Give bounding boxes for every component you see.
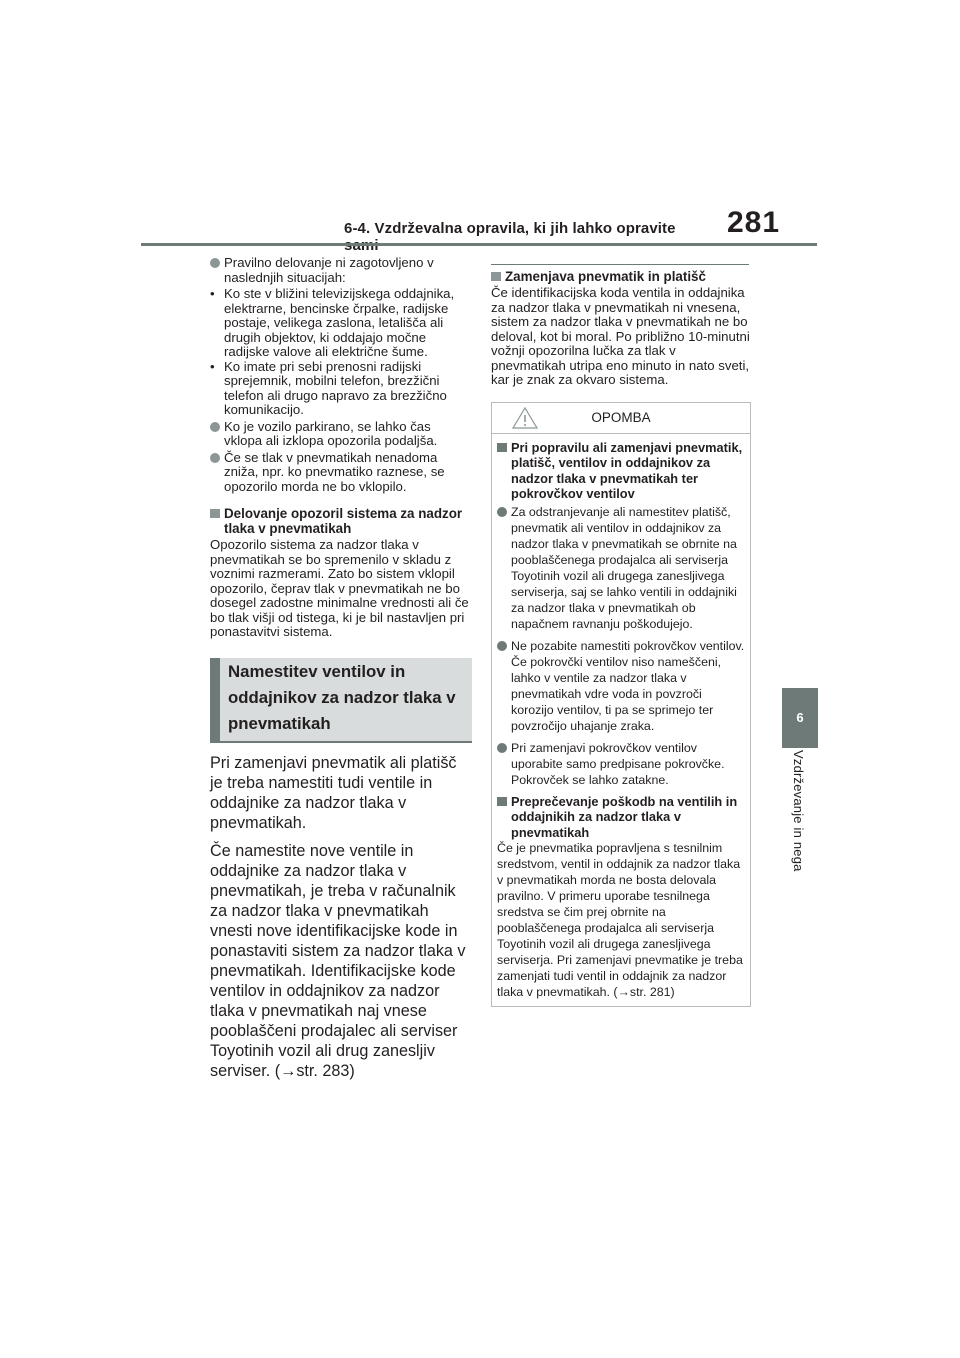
bullet-item [210, 420, 472, 449]
note-bullet [497, 504, 745, 632]
note-bullet-text: Ne pozabite namestiti pokrovčkov ventilov. Če pokrovčki ventilov niso nameščeni, lahko v ventile za nadzor tlaka v pnevmatikah vdre voda in povzroči korozijo ventilov, ti pa se sprimejo ter povzročijo uhajanje zraka. [511, 638, 745, 733]
note-heading-text: Pri popravilu ali zamenjavi pnevmatik, platišč, ventilov in oddajnikov za nadzor tlaka v pnevmatikah ter pokrovčkov ventilov [511, 439, 743, 501]
note-bullet-text: Pri zamenjavi pokrovčkov ventilov uporabite samo predpisane pokrovčke. Pokrovček se lahko zatakne. [511, 740, 725, 787]
note-paragraph: Če je pnevmatika popravljena s tesnilnim sredstvom, ventil in oddajnik za nadzor tlaka v pnevmatikah morda ne bosta delovala pravilno. V primeru uporabe tesnilnega sredstva se čim prej obrnite na pooblaščenega prodajalca ali serviserja Toyotinih vozil ali drugega zanesljivega serviserja. Pri zamenjavi pnevmatike je treba zamenjati tudi ventil in oddajnik za nadzor tlaka v pnevmatikah. (→str. 281) [497, 841, 743, 999]
sub-item-text: Ko ste v bližini televizijskega oddajnika, elektrarne, bencinske črpalke, radijske postaje, velikega zaslona, letališča ali drugih objektov, ki oddajajo močne radijske valove ali električne šume. [224, 286, 455, 359]
bullet-text: Pravilno delovanje ni zagotovljeno v naslednjih situacijah: [224, 255, 434, 285]
note-box [491, 402, 751, 1008]
sub-item: • Ko ste v bližini televizijskega oddajnika, elektrarne, bencinske črpalke, radijske postaje, velikega zaslona, letališča ali drugih objektov, ki oddajajo močne radijske valove ali električne šume. [210, 286, 455, 359]
note-heading [497, 440, 745, 502]
note-header [492, 403, 750, 434]
paragraph: Pri zamenjavi pnevmatik ali platišč je treba namestiti tudi ventile in oddajnike za nadzor tlaka v pnevmatikah. [210, 753, 457, 832]
right-column [491, 264, 753, 1007]
subsection-heading-text: Zamenjava pnevmatik in platišč [505, 269, 706, 284]
page-number: 281 [727, 206, 781, 239]
square-bullet-icon [210, 509, 220, 518]
subsection-heading-text: Delovanje opozoril sistema za nadzor tlaka v pnevmatikah [224, 506, 463, 536]
chapter-tab-label-text: Vzdrževanje in nega [791, 750, 806, 872]
chapter-tab-label [782, 750, 818, 950]
square-bullet-icon [497, 797, 507, 806]
note-bullet [497, 740, 745, 788]
circle-bullet-icon [497, 507, 507, 517]
paragraph: Če namestite nove ventile in oddajnike za nadzor tlaka v pnevmatikah, je treba v računalnik za nadzor tlaka v pnevmatikah vnesti nove identifikacijske kode in ponastaviti sistem za nadzor tlaka v pnevmatikah. Identifikacijske kode ventilov in oddajnikov za nadzor tlaka v pnevmatikah naj vnese pooblaščeni prodajalec ali serviser Toyotinih vozil ali drug zanesljiv serviser. (→str. 283) [210, 841, 466, 1080]
section-title: Namestitev ventilov in oddajnikov za nadzor tlaka v pnevmatikah [210, 658, 472, 743]
note-title: OPOMBA [591, 409, 651, 425]
sub-item-text: Ko imate pri sebi prenosni radijski sprejemnik, mobilni telefon, brezžični telefon ali drugo napravo za brezžično komunikacijo. [224, 358, 447, 417]
circle-bullet-icon [497, 743, 507, 753]
bullet-item [210, 451, 472, 495]
circle-bullet-icon [210, 422, 220, 432]
bullet-text: Če se tlak v pnevmatikah nenadoma zniža, npr. ko pnevmatiko raznese, se opozorilo morda ne bo vklopilo. [224, 449, 445, 494]
left-column [210, 256, 472, 1081]
chapter-title: 6-4. Vzdrževalna opravila, ki jih lahko opravite [344, 220, 676, 237]
paragraph: Opozorilo sistema za nadzor tlaka v pnevmatikah se bo spremenilo v skladu z voznimi razmerami. Zato bo sistem vklopil opozorilo, čeprav tlak v pnevmatikah ne bo dosegel zadostne minimalne vrednosti ali če bo tlak višji od tistega, ki je bil nastavljen pri ponastavitvi sistema. [210, 537, 469, 639]
circle-bullet-icon [497, 641, 507, 651]
chapter-tab-number[interactable]: 6 [782, 688, 818, 748]
square-bullet-icon [491, 272, 501, 281]
subsection-heading [491, 269, 753, 284]
note-bullet [497, 638, 745, 734]
paragraph: Če identifikacijska koda ventila in oddajnika za nadzor tlaka v pnevmatikah ni vnesena, sistem za nadzor tlaka v pnevmatikah ne bo deloval, kot bi moral. Po približno 10-minutni vožnji opozorilna lučka za tlak v pnevmatikah utripa eno minuto in nato sveti, kar je znak za okvaro sistema. [491, 285, 750, 387]
warning-triangle-icon [512, 407, 538, 429]
note-heading-text: Preprečevanje poškodb na ventilih in oddajnikih za nadzor tlaka v pnevmatikah [511, 793, 738, 840]
sub-item: • Ko imate pri sebi prenosni radijski sprejemnik, mobilni telefon, brezžični telefon ali drugo napravo za brezžično komunikacijo. [210, 358, 447, 417]
heading-rule [491, 264, 749, 265]
circle-bullet-icon [210, 258, 220, 268]
note-bullet-text: Za odstranjevanje ali namestitev platišč, pnevmatik ali ventilov in oddajnikov za nadzor tlaka v pnevmatikah se obrnite na pooblaščenega prodajalca ali serviserja Toyotinih vozil ali drugega zanesljivega serviserja, saj se lahko ventili in oddajniki za nadzor tlaka v pnevmatikah ob napačnem ravnanju poškodujejo. [511, 504, 737, 631]
circle-bullet-icon [210, 453, 220, 463]
note-body [492, 434, 750, 1007]
note-heading [497, 794, 745, 841]
header-divider [141, 243, 817, 246]
bullet-text: Ko je vozilo parkirano, se lahko čas vklopa ali izklopa opozorila podaljša. [224, 418, 438, 448]
square-bullet-icon [497, 443, 507, 452]
bullet-item [210, 256, 472, 285]
subsection-heading [210, 506, 472, 536]
